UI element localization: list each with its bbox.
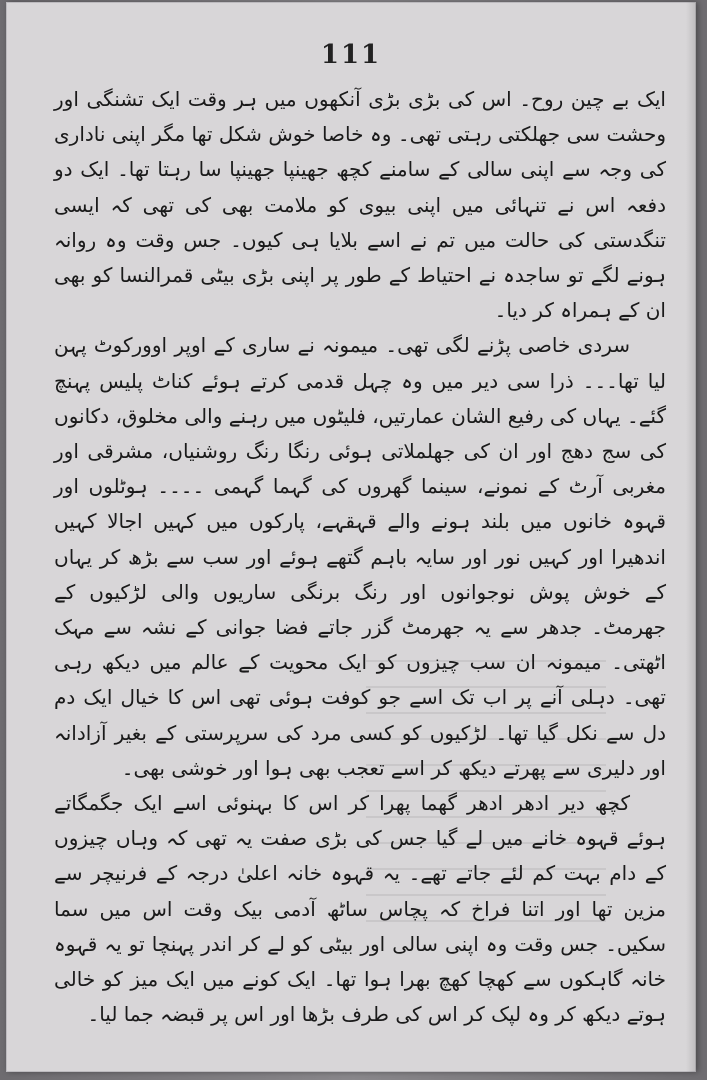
body-text	[54, 82, 666, 1032]
paragraph-2: سردی خاصی پڑنے لگی تھی۔ میمونہ نے ساری کے اوپر اوورکوٹ پہن لیا تھا۔۔۔ ذرا سی دیر میں وہ چہل قدمی کرتے ہوئے کناٹ پلیس پہنچ گئے۔ یہاں کی رفیع الشان عمارتیں، فلیٹوں میں رہنے والی مخلوق، دکانوں کی سج دھج اور ان کی جھلملاتی ہوئی رنگا رنگ روشنیاں، مشرقی اور مغربی آرٹ کے نمونے، سینما گھروں کی گہما گہمی ۔۔۔۔ ہوٹلوں اور قہوہ خانوں میں بلند ہونے والے قہقہے، پارکوں میں کہیں اجالا کہیں اندھیرا اور کہیں نور اور سایہ باہم گتھے ہوئے اور سب سے بڑھ کر یہاں کے خوش پوش نوجوانوں اور رنگ برنگی ساریوں والی لڑکیوں کے جھرمٹ۔ جدھر سے یہ جھرمٹ گزر جاتے فضا جوانی کے نشہ سے مہک اٹھتی۔ میمونہ ان سب چیزوں کو ایک محویت کے عالم میں دیکھ رہی تھی۔ دہلی آنے پر اب تک اسے جو کوفت ہوئی تھی اس کا خیال ایک دم دل سے نکل گیا تھا۔ لڑکیوں کو کسی مرد کی سرپرستی کے بغیر آزادانہ اور دلیری سے پھرتے دیکھ کر اسے تعجب بھی ہوا اور خوشی بھی۔	[54, 333, 666, 780]
page-edge-shadow	[686, 2, 696, 1072]
book-page	[6, 2, 696, 1072]
page-number: 111	[320, 40, 382, 70]
paragraph-1: ایک بے چین روح۔ اس کی بڑی بڑی آنکھوں میں ہر وقت ایک تشنگی اور وحشت سی جھلکتی رہتی تھی۔ وہ خاصا خوش شکل تھا مگر اپنی ناداری کی وجہ سے اپنی سالی کے سامنے کچھ جھینپا جھینپا سا رہتا تھا۔ ایک دو دفعہ اس نے تنہائی میں اپنی بیوی کو ملامت بھی کی تھی کہ ایسی تنگدستی کی حالت میں تم نے اسے بلایا ہی کیوں۔ جس وقت وہ روانہ ہونے لگے تو ساجدہ نے احتیاط کے طور پر اپنی بڑی بیٹی قمرالنسا کو بھی ان کے ہمراہ کر دیا۔	[54, 87, 666, 323]
paragraph-3: کچھ دیر ادھر ادھر گھما پھرا کر اس کا بہنوئی اسے ایک جگمگاتے ہوئے قہوہ خانے میں لے گیا جس کی بڑی صفت یہ تھی کہ وہاں چیزوں کے دام بہت کم لئے جاتے تھے۔ یہ قہوہ خانہ اعلیٰ درجہ کے فرنیچر سے مزین تھا اور اتنا فراخ کہ پچاس ساٹھ آدمی بیک وقت اس میں سما سکیں۔ جس وقت وہ اپنی سالی اور بیٹی کو لے کر اندر پہنچا تو یہ قہوہ خانہ گاہکوں سے کھچا کھچ بھرا ہوا تھا۔ ایک کونے میں ایک میز کو خالی ہوتے دیکھ کر وہ لپک کر اس کی طرف بڑھا اور اس پر قبضہ جما لیا۔	[54, 791, 666, 1027]
